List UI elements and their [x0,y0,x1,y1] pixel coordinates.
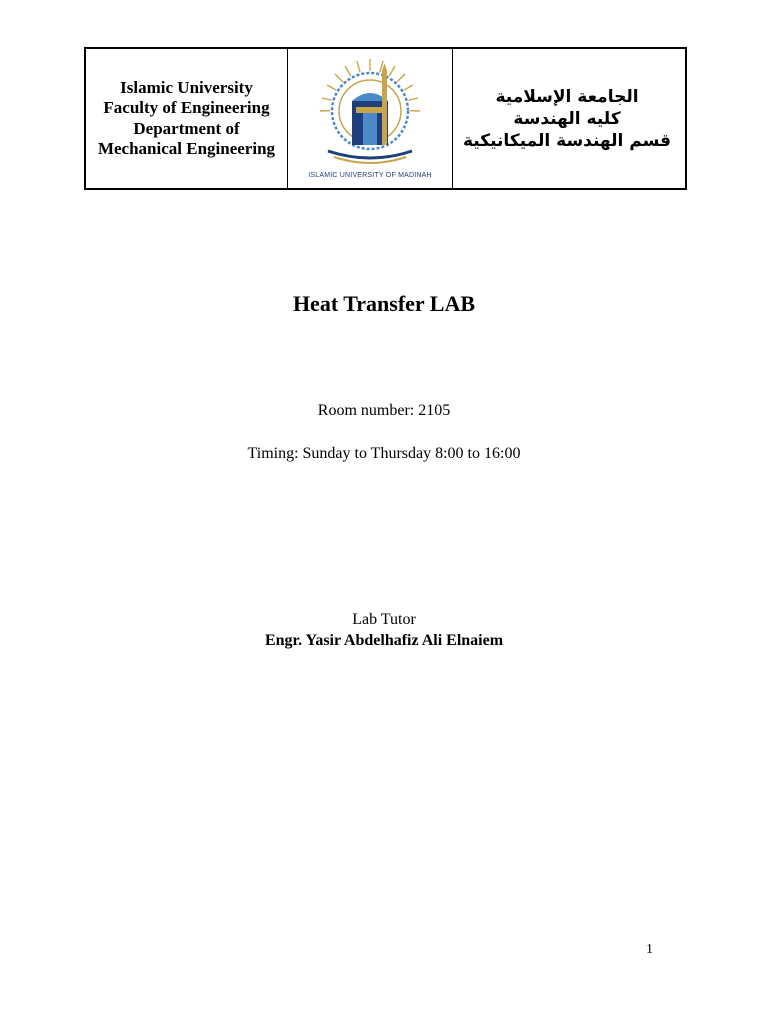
english-line-faculty: Faculty of Engineering [103,98,270,117]
english-line-mechanical: Mechanical Engineering [97,139,276,158]
arabic-line-department: قسم الهندسة الميكانيكية [462,130,672,151]
english-line-university: Islamic University [120,77,253,97]
english-institution-block [85,48,288,189]
university-logo [288,49,452,188]
university-seal-icon [288,49,452,188]
header-table [84,47,687,190]
lab-timing: Timing: Sunday to Thursday 8:00 to 16:00 [247,445,521,462]
document-title: Heat Transfer LAB [292,291,476,316]
english-line-department: Department of [133,118,240,138]
logo-cell [288,48,453,189]
room-number: Room number: 2105 [317,402,451,419]
page-number: 1 [646,942,653,957]
tutor-name: Engr. Yasir Abdelhafiz Ali Elnaiem [264,632,504,649]
arabic-line-faculty: كليه الهندسة [513,108,621,129]
arabic-institution-block [453,48,687,189]
logo-caption: ISLAMIC UNIVERSITY OF MADINAH [308,172,432,179]
arabic-line-university: الجامعة الإسلامية [495,86,639,107]
tutor-label: Lab Tutor [352,611,416,628]
